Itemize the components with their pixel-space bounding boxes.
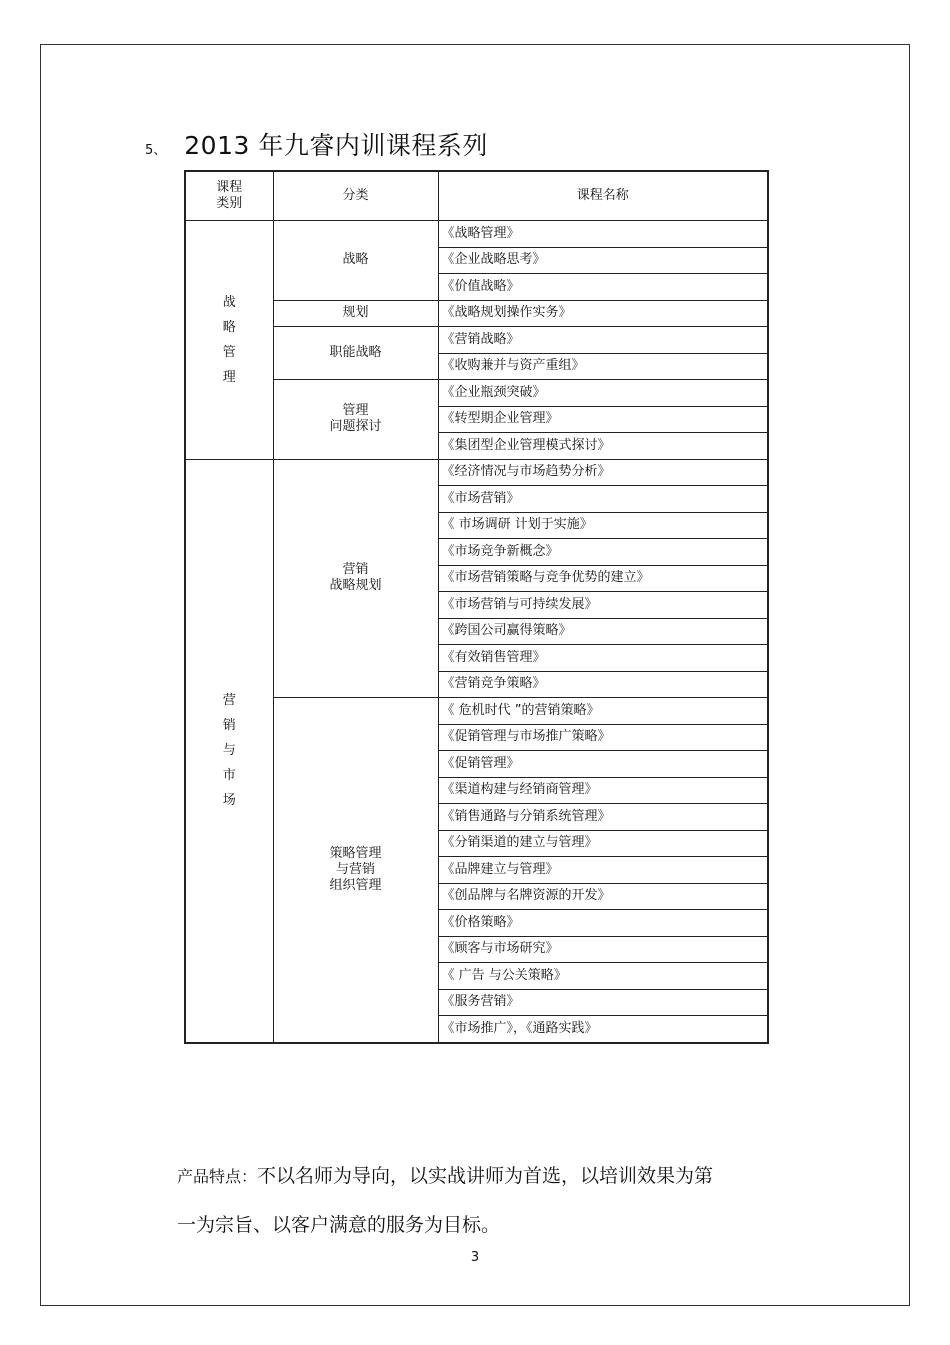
course-name-cell: 《价值战略》 (438, 274, 768, 301)
course-name-cell: 《营销战略》 (438, 327, 768, 354)
subcategory-label: 问题探讨 (329, 419, 382, 435)
course-name-cell: 《价格策略》 (438, 910, 768, 937)
subcategory-label: 规划 (342, 305, 369, 321)
table-row (185, 380, 768, 407)
course-name-cell: 《集团型企业管理模式探讨》 (438, 433, 768, 460)
subcategory-label: 组织管理 (329, 877, 382, 893)
course-name-cell: 《分销渠道的建立与管理》 (438, 830, 768, 857)
course-name-cell: 《市场营销策略与竞争优势的建立》 (438, 565, 768, 592)
course-name-cell: 《服务营销》 (438, 989, 768, 1016)
subcategory-cell (273, 459, 438, 698)
category-char: 略 (222, 319, 236, 335)
features-text-line2: 一为宗旨、以客户满意的服务为目标。 (177, 1214, 501, 1236)
course-name-cell: 《促销管理》 (438, 751, 768, 778)
subcategory-cell (273, 698, 438, 1043)
subcategory-label: 管理 (342, 403, 369, 419)
header-subcategory: 分类 (273, 171, 438, 221)
category-char: 管 (222, 344, 236, 360)
table-row (185, 698, 768, 725)
course-name-cell: 《市场竞争新概念》 (438, 539, 768, 566)
course-name-cell: 《 广告 与公关策略》 (438, 963, 768, 990)
table-row (185, 221, 768, 248)
course-name-cell: 《企业战略思考》 (438, 247, 768, 274)
course-name-cell: 《创品牌与名牌资源的开发》 (438, 883, 768, 910)
header-category: 课程 类别 (185, 171, 273, 221)
course-name-cell: 《渠道构建与经销商管理》 (438, 777, 768, 804)
category-char: 销 (222, 718, 236, 733)
course-name-cell: 《转型期企业管理》 (438, 406, 768, 433)
product-features (177, 1152, 787, 1249)
course-name-cell: 《有效销售管理》 (438, 645, 768, 672)
course-name-cell: 《营销竞争策略》 (438, 671, 768, 698)
section-heading (145, 126, 488, 162)
subcategory-label: 与营销 (335, 861, 375, 877)
category-char: 场 (222, 793, 236, 808)
course-name-cell: 《跨国公司赢得策略》 (438, 618, 768, 645)
table-body (185, 221, 768, 1043)
features-text-line1: 不以名师为导向，以实战讲师为首选，以培训效果为第 (257, 1165, 714, 1187)
table-row (185, 459, 768, 486)
course-name-cell: 《 市场调研 计划于实施》 (438, 512, 768, 539)
subcategory-cell (273, 221, 438, 301)
category-cell (185, 221, 273, 460)
course-name-cell: 《市场营销与可持续发展》 (438, 592, 768, 619)
course-table (184, 170, 769, 1044)
subcategory-label: 职能战略 (329, 345, 382, 360)
course-name-cell: 《品牌建立与管理》 (438, 857, 768, 884)
course-name-cell: 《销售通路与分销系统管理》 (438, 804, 768, 831)
course-name-cell: 《促销管理与市场推广策略》 (438, 724, 768, 751)
category-char: 理 (222, 369, 236, 385)
header-course-name: 课程名称 (438, 171, 768, 221)
category-char: 市 (222, 768, 236, 783)
section-number: 5、 (145, 143, 167, 158)
subcategory-label: 战略 (342, 252, 369, 268)
subcategory-cell (273, 300, 438, 327)
course-name-cell: 《战略管理》 (438, 221, 768, 248)
subcategory-cell (273, 380, 438, 460)
course-name-cell: 《企业瓶颈突破》 (438, 380, 768, 407)
section-title: 2013 年九睿内训课程系列 (184, 131, 488, 160)
features-label: 产品特点： (177, 1167, 258, 1186)
subcategory-label: 营销 (342, 562, 369, 578)
table-row (185, 300, 768, 327)
category-char: 营 (222, 693, 236, 708)
course-name-cell: 《 危机时代 ”的营销策略》 (438, 698, 768, 725)
subcategory-label: 策略管理 (329, 845, 382, 861)
subcategory-cell (273, 327, 438, 380)
page-number: 3 (470, 1250, 480, 1265)
table-header-row (185, 171, 768, 221)
course-name-cell: 《战略规划操作实务》 (438, 300, 768, 327)
course-name-cell: 《收购兼并与资产重组》 (438, 353, 768, 380)
category-char: 战 (222, 294, 236, 310)
subcategory-label: 战略规划 (329, 578, 382, 594)
course-name-cell: 《顾客与市场研究》 (438, 936, 768, 963)
course-name-cell: 《市场营销》 (438, 486, 768, 513)
course-name-cell: 《市场推广》，《通路实践》 (438, 1016, 768, 1043)
category-cell (185, 459, 273, 1043)
course-name-cell: 《经济情况与市场趋势分析》 (438, 459, 768, 486)
table-row (185, 327, 768, 354)
category-char: 与 (222, 743, 236, 758)
